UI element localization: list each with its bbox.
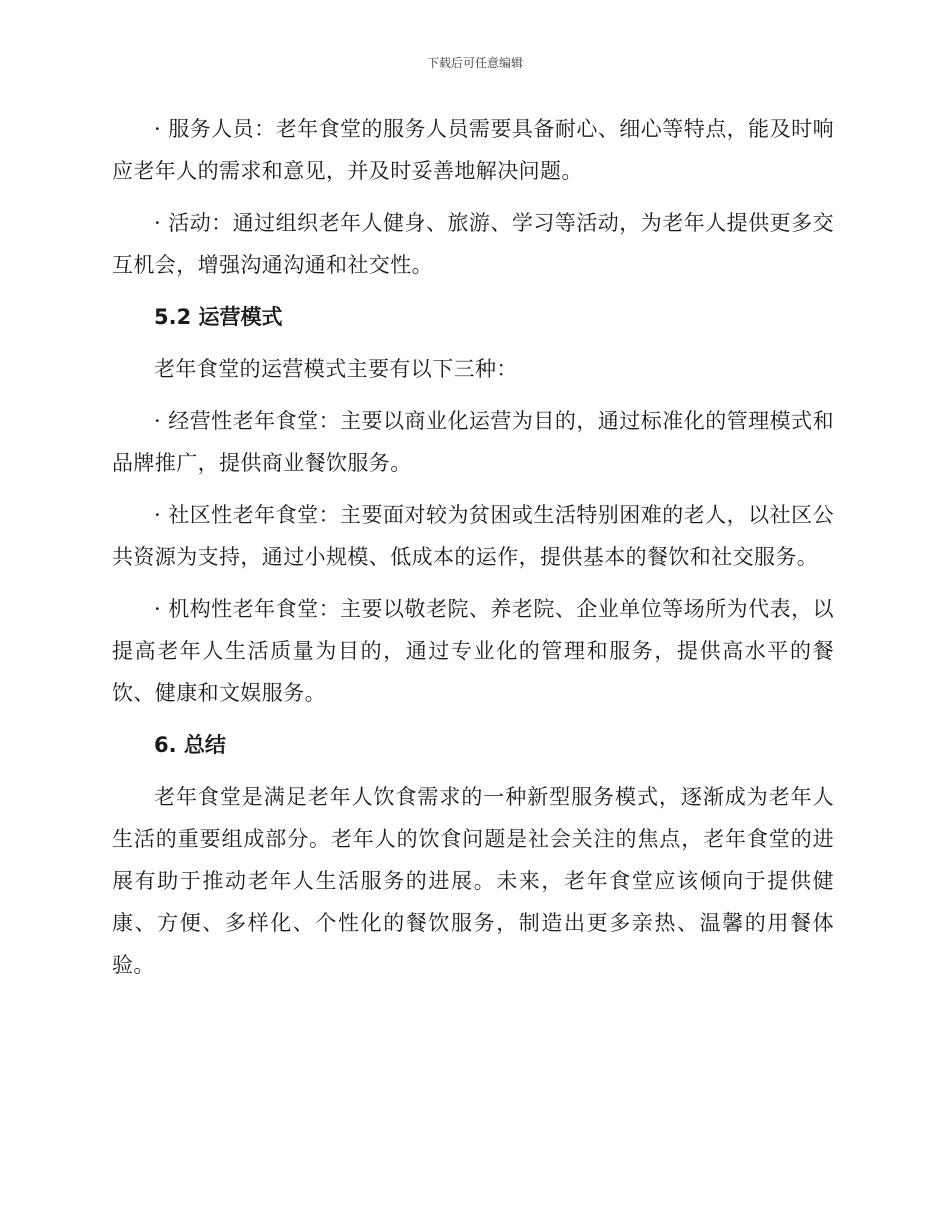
section-heading-summary: 6. 总结	[154, 733, 226, 757]
paragraph-commercial-canteen: · 经营性老年食堂：主要以商业化运营为目的，通过标准化的管理模式和品牌推广，提供商业餐饮服务。	[112, 409, 834, 475]
document-body	[112, 108, 834, 986]
paragraph-operation-intro: 老年食堂的运营模式主要有以下三种：	[154, 357, 518, 381]
header-note: 下载后可任意编辑	[426, 56, 523, 70]
paragraph-activities: · 活动：通过组织老年人健身、旅游、学习等活动，为老年人提供更多交互机会，增强沟通沟通和社交性。	[112, 211, 834, 277]
paragraph-summary: 老年食堂是满足老年人饮食需求的一种新型服务模式，逐渐成为老年人生活的重要组成部分。老年人的饮食问题是社会关注的焦点，老年食堂的进展有助于推动老年人生活服务的进展。未来，老年食堂应该倾向于提供健康、方便、多样化、个性化的餐饮服务，制造出更多亲热、温馨的用餐体验。	[112, 785, 834, 977]
paragraph-community-canteen: · 社区性老年食堂：主要面对较为贫困或生活特别困难的老人，以社区公共资源为支持，通过小规模、低成本的运作，提供基本的餐饮和社交服务。	[112, 503, 834, 569]
section-heading-operation-mode: 5.2 运营模式	[154, 305, 283, 329]
paragraph-institutional-canteen: · 机构性老年食堂：主要以敬老院、养老院、企业单位等场所为代表，以提高老年人生活质量为目的，通过专业化的管理和服务，提供高水平的餐饮、健康和文娱服务。	[112, 597, 834, 705]
paragraph-service-staff: · 服务人员：老年食堂的服务人员需要具备耐心、细心等特点，能及时响应老年人的需求和意见，并及时妥善地解决问题。	[112, 117, 834, 183]
